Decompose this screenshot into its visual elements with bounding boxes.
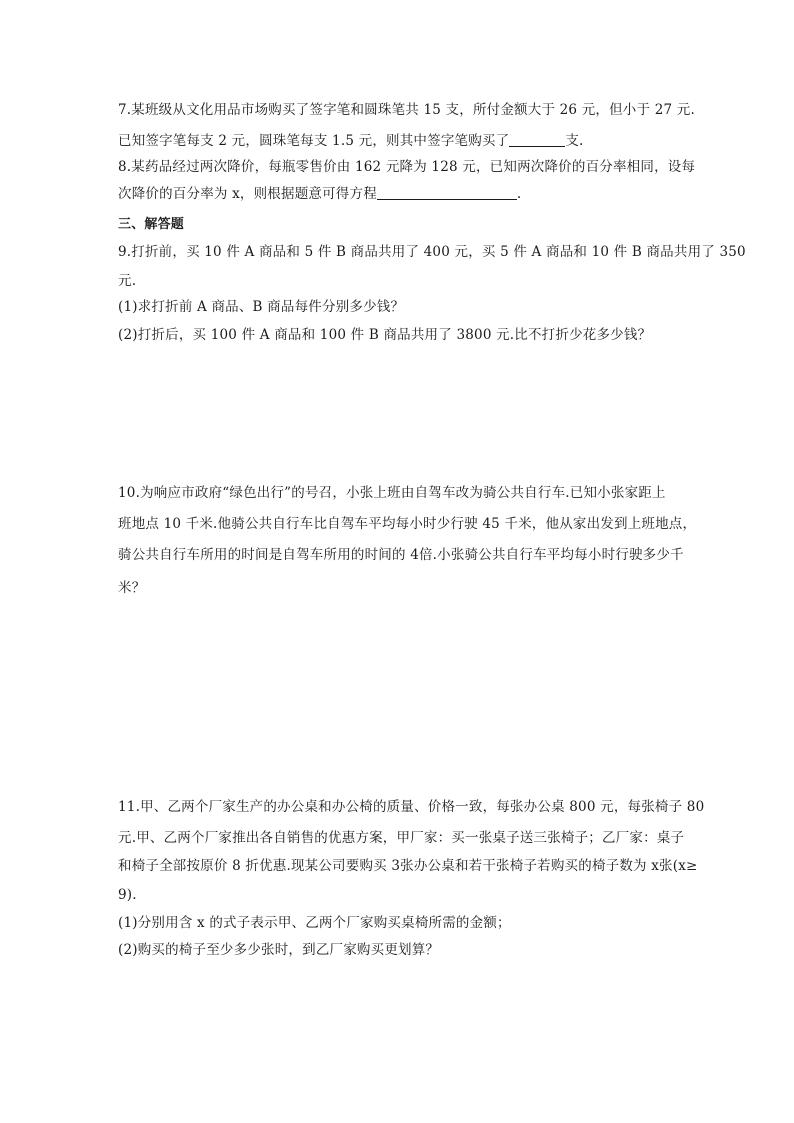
q8-line-2 xyxy=(118,185,521,203)
q11-part-2: (2)购买的椅子至少多少张时，到乙厂家购买更划算？ xyxy=(118,942,440,958)
q11-line-3: 和椅子全部按原价 8 折优惠.现某公司要购买 3张办公桌和若干张椅子若购买的椅子数为 x张(x≥ xyxy=(118,858,698,874)
q11-line-2: 元.甲、乙两个厂家推出各自销售的优惠方案，甲厂家：买一张桌子送三张椅子；乙厂家：桌子 xyxy=(118,830,685,846)
q7-line-2-end: 支. xyxy=(565,133,584,149)
q9-line-2: 元. xyxy=(118,273,137,289)
q9-line-1: 9.打折前，买 10 件 A 商品和 5 件 B 商品共用了 400 元，买 5 件 A 商品和 10 件 B 商品共用了 350 xyxy=(118,244,746,260)
q10-line-3: 骑公共自行车所用的时间是自驾车所用的时间的 4倍.小张骑公共自行车平均每小时行驶多少千 xyxy=(118,547,684,563)
q10-line-2: 班地点 10 千米.他骑公共自行车比自驾车平均每小时少行驶 45 千米，他从家出发到上班地点， xyxy=(118,516,697,532)
q9-part-1: (1)求打折前 A 商品、B 商品每件分别多少钱？ xyxy=(118,299,405,315)
q10-line-4: 米？ xyxy=(118,580,146,596)
q8-line-2-text: 次降价的百分率为 x，则根据题意可得方程 xyxy=(118,186,377,202)
q7-answer-blank[interactable] xyxy=(509,132,565,147)
q10-line-1: 10.为响应市政府“绿色出行”的号召，小张上班由自驾车改为骑公共自行车.已知小张家距上 xyxy=(118,485,666,501)
q7-line-2-text: 已知签字笔每支 2 元，圆珠笔每支 1.5 元，则其中签字笔购买了 xyxy=(118,133,510,149)
q7-line-1: 7.某班级从文化用品市场购买了签字笔和圆珠笔共 15 支，所付金额大于 26 元，但小于 27 元. xyxy=(118,102,695,118)
section-heading: 三、解答题 xyxy=(118,217,185,232)
q11-part-1: (1)分别用含 x 的式子表示甲、乙两个厂家购买桌椅所需的金额； xyxy=(118,915,511,931)
q8-answer-blank[interactable] xyxy=(377,185,517,200)
q11-line-4: 9). xyxy=(118,887,137,903)
q8-line-1: 8.某药品经过两次降价，每瓶零售价由 162 元降为 128 元，已知两次降价的百分率相同，设每 xyxy=(118,159,696,175)
q11-line-1: 11.甲、乙两个厂家生产的办公桌和办公椅的质量、价格一致，每张办公桌 800 元，每张椅子 80 xyxy=(118,799,705,815)
q7-line-2 xyxy=(118,132,584,150)
q9-part-2: (2)打折后，买 100 件 A 商品和 100 件 B 商品共用了 3800 元.比不打折少花多少钱？ xyxy=(118,327,652,343)
q8-line-2-end: . xyxy=(516,186,522,202)
